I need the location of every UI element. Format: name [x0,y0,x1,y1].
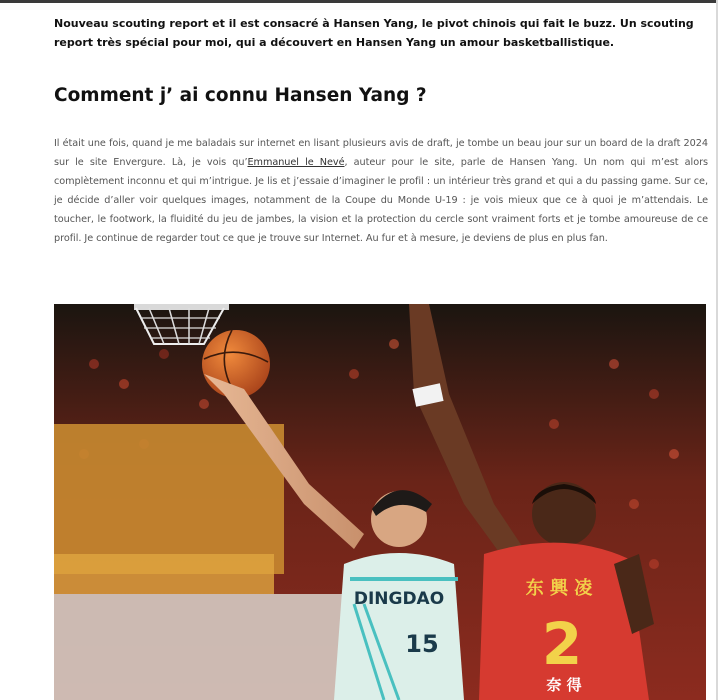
article-paragraph [54,134,708,248]
article-intro: Nouveau scouting report et il est consacré à Hansen Yang, le pivot chinois qui fait le buzz. Un scouting report très spécial pour moi, qui a découvert en Hansen Yang un amour basketballistique. [54,17,694,49]
author-link[interactable]: Emmanuel le Nevé [247,157,345,168]
jersey-left-number: 15 [405,630,439,658]
article-photo [54,304,706,700]
section-heading: Comment j’ ai connu Hansen Yang ? [54,85,427,106]
top-divider [0,0,716,3]
basketball-photo-illustration [54,304,706,700]
jersey-left-text: DINGDAO [353,589,445,609]
paragraph-text-end: , auteur pour le site, parle de Hansen Yang. Un nom qui m’est alors complètement inconnu et qui m’intrigue. Je lis et j’essaie d’imaginer le profil : un intérieur très grand et qui a du passing game. Sur ce, je décide d’aller voir quelques images, notamment de la Coupe du Monde U-19 : je vois mieux que ce à quoi je m’attendais. Le toucher, le footwork, la fluidité du jeu de jambes, la vision et la protection du cercle sont vraiment forts et je tombe amoureuse de ce profil. Je continue de regarder tout ce que je trouve sur Internet. Au fur et à mesure, je deviens de plus en plus fan. [54,157,708,244]
jersey-right-chars: 东 興 凌 [525,578,593,599]
jersey-right-number: 2 [541,610,583,678]
scrollbar-track[interactable] [716,0,718,700]
arena-stand [54,424,284,574]
seating-area [54,594,354,700]
jersey-right-bottom: 奈 得 [546,676,582,694]
paragraph-text-start: Il était une fois, quand je me baladais sur internet en lisant plusieurs avis de draft, je tombe un beau jour sur un board de la draft 2024 sur le site Envergure. Là, je vois qu’ [54,138,708,168]
article-content [54,14,708,248]
